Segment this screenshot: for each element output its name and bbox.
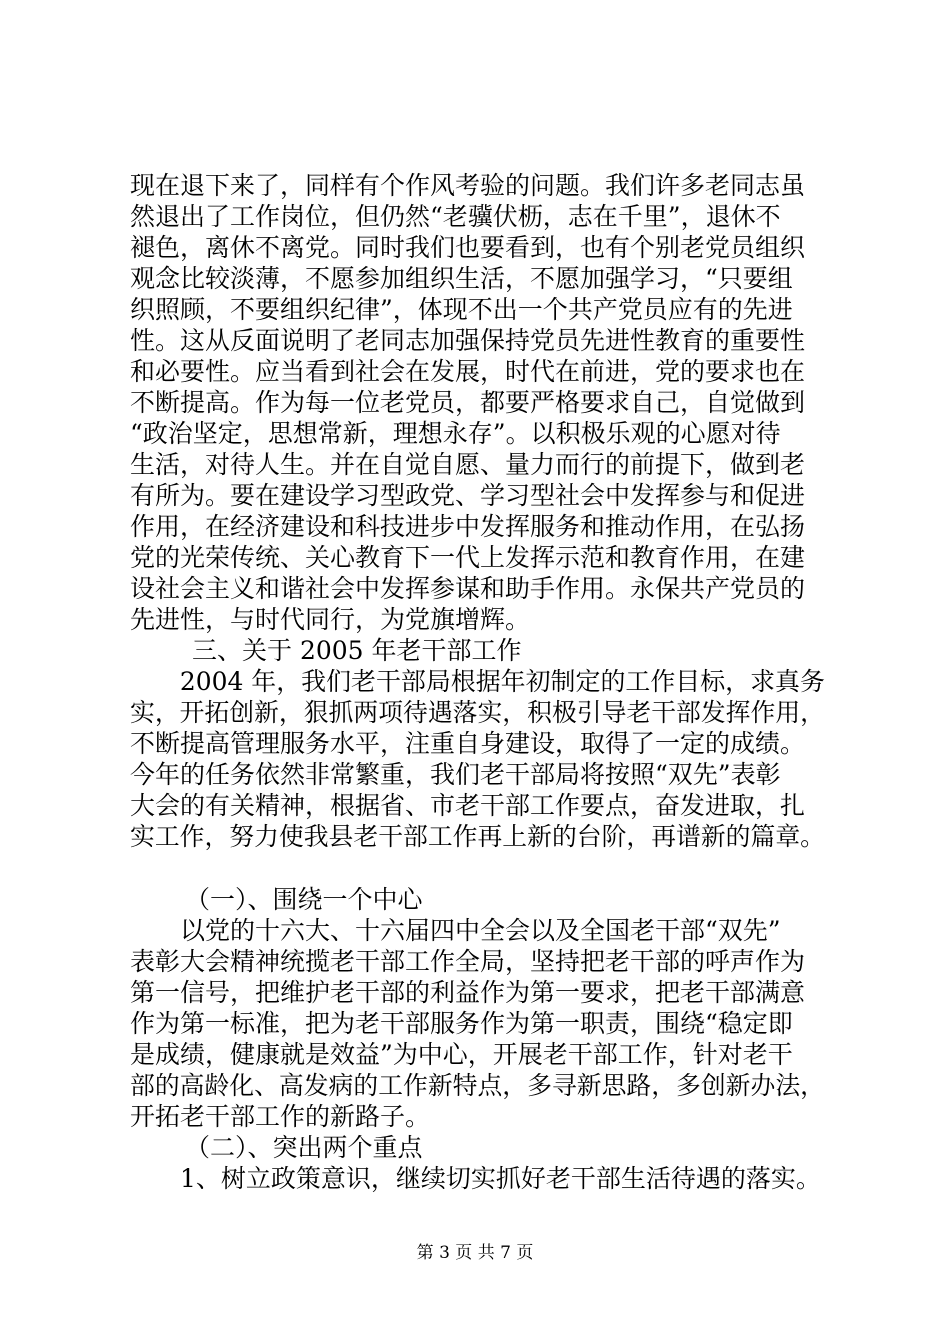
document-body: [130, 170, 825, 1194]
text-line: 实工作，努力使我县老干部工作再上新的台阶，再谱新的篇章。: [130, 822, 825, 851]
text-line: 作为第一标准，把为老干部服务作为第一职责，围绕“稳定即: [130, 1009, 793, 1038]
text-line: 开拓老干部工作的新路子。: [130, 1102, 431, 1131]
text-line: 褪色，离休不离党。同时我们也要看到，也有个别老党员组织: [130, 233, 806, 262]
text-line: 不断提高。作为每一位老党员，都要严格要求自己，自觉做到: [130, 388, 806, 417]
paragraph-gap: [130, 852, 825, 884]
text-line: 和必要性。应当看到社会在发展，时代在前进，党的要求也在: [130, 357, 806, 386]
text-line: 不断提高管理服务水平，注重自身建设，取得了一定的成绩。: [130, 729, 806, 758]
text-line: 2004 年，我们老干部局根据年初制定的工作目标，求真务: [179, 667, 825, 696]
text-line: 观念比较淡薄，不愿参加组织生活，不愿加强学习，“只要组: [130, 264, 793, 293]
text-line: 第一信号，把维护老干部的利益作为第一要求，把老干部满意: [130, 978, 806, 1007]
subsection-heading: （一）、围绕一个中心: [185, 885, 423, 914]
text-line: 设社会主义和谐社会中发挥参谋和助手作用。永保共产党员的: [130, 574, 806, 603]
text-line: 生活，对待人生。并在自觉自愿、量力而行的前提下，做到老: [130, 450, 806, 479]
text-line: “政治坚定，思想常新，理想永存”。以积极乐观的心愿对待: [130, 419, 781, 448]
text-line: 有所为。要在建设学习型政党、学习型社会中发挥参与和促进: [130, 481, 806, 510]
text-line: 现在退下来了，同样有个作风考验的问题。我们许多老同志虽: [130, 171, 806, 200]
section-heading: 三、关于 2005 年老干部工作: [192, 636, 522, 665]
text-line: 织照顾，不要组织纪律”，体现不出一个共产党员应有的先进: [130, 295, 793, 324]
text-line: 1、树立政策意识，继续切实抓好老干部生活待遇的落实。: [180, 1164, 821, 1193]
text-line: 部的高龄化、高发病的工作新特点，多寻新思路，多创新办法，: [130, 1071, 825, 1100]
text-line: 作用，在经济建设和科技进步中发挥服务和推动作用，在弘扬: [130, 512, 806, 541]
text-line: 今年的任务依然非常繁重，我们老干部局将按照“双先”表彰: [130, 760, 781, 789]
text-line: 是成绩，健康就是效益”为中心，开展老干部工作，针对老干: [130, 1040, 793, 1069]
text-line: 表彰大会精神统揽老干部工作全局，坚持把老干部的呼声作为: [130, 947, 806, 976]
text-line: 实，开拓创新，狠抓两项待遇落实，积极引导老干部发挥作用，: [130, 698, 825, 727]
text-line: 性。这从反面说明了老同志加强保持党员先进性教育的重要性: [130, 326, 806, 355]
text-line: 先进性，与时代同行，为党旗增辉。: [130, 605, 531, 634]
text-line: 党的光荣传统、关心教育下一代上发挥示范和教育作用，在建: [130, 543, 806, 572]
page-footer: 第 3 页 共 7 页: [416, 1243, 534, 1263]
text-line: 大会的有关精神，根据省、市老干部工作要点，奋发进取，扎: [130, 791, 806, 820]
subsection-heading: （二）、突出两个重点: [185, 1133, 423, 1162]
text-line: 以党的十六大、十六届四中全会以及全国老干部“双先”: [180, 916, 781, 945]
text-line: 然退出了工作岗位，但仍然“老骥伏枥，志在千里”，退休不: [130, 202, 781, 231]
